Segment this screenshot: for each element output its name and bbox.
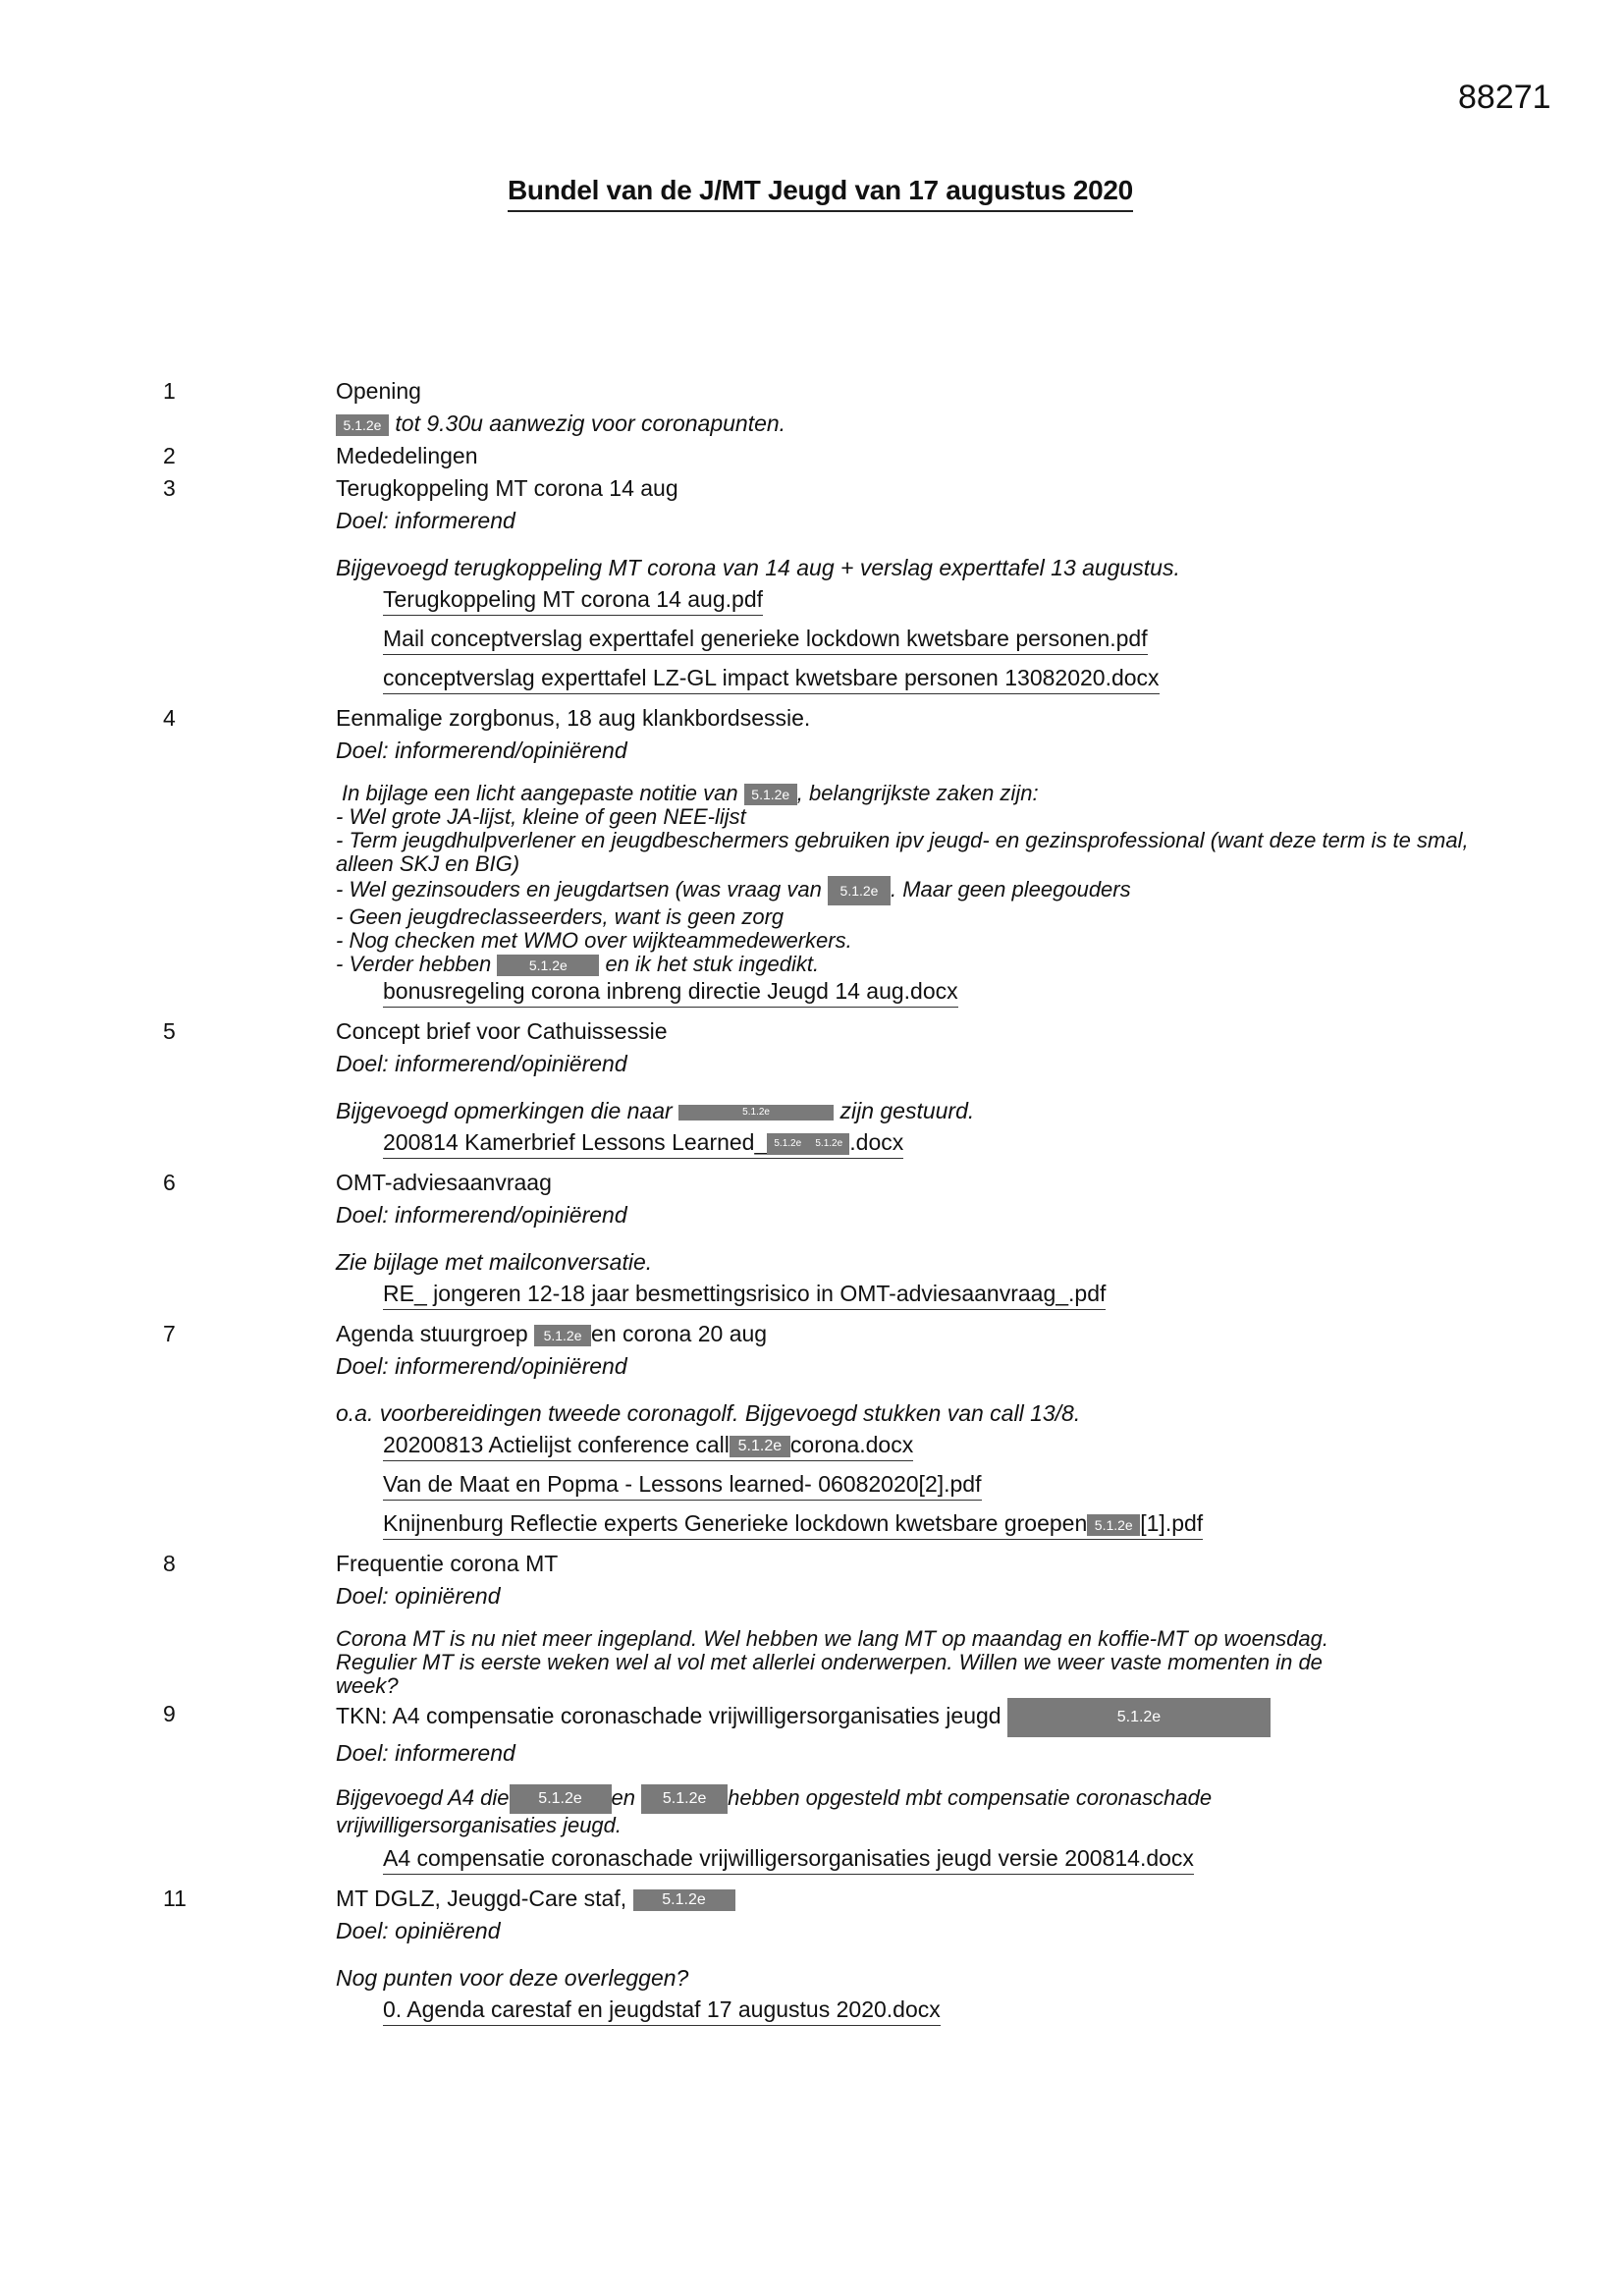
redaction-box: 5.1.2e (808, 1133, 849, 1155)
item-description: Corona MT is nu niet meer ingepland. Wel hebben we lang MT op maandag en koffie-MT op woensdag. Regulier MT is eerste weken wel al vol met allerlei onderwerpen. Willen we weer vaste momenten in de week? (336, 1626, 1328, 1699)
attachment-link[interactable]: bonusregeling corona inbreng directie Jeugd 14 aug.docx (383, 976, 958, 1008)
redaction-box: 5.1.2e (730, 1436, 790, 1457)
agenda-item-5 (0, 1015, 1624, 1167)
item-doel: Doel: informerend/opiniërend (336, 1051, 627, 1077)
item-doel: Doel: informerend/opiniërend (336, 738, 627, 763)
item-number: 5 (163, 1018, 176, 1045)
item-description: Bijgevoegd A4 die 5.1.2e en 5.1.2e hebben opgesteld mbt compensatie coronaschade vrijwilligersorganisaties jeugd. (336, 1785, 1213, 1838)
redaction-box: 5.1.2e (1087, 1514, 1140, 1536)
item-number: 9 (163, 1701, 176, 1727)
item-number: 3 (163, 475, 176, 501)
item-number: 2 (163, 443, 176, 468)
attachment-link[interactable]: A4 compensatie coronaschade vrijwilligersorganisaties jeugd versie 200814.docx (383, 1843, 1194, 1875)
redaction-box: 5.1.2e (641, 1784, 728, 1814)
agenda-list (0, 375, 1624, 2034)
item-description: Bijgevoegd terugkoppeling MT corona van 14 aug + verslag experttafel 13 augustus. (336, 555, 1180, 580)
redaction-box: 5.1.2e (1007, 1698, 1271, 1737)
redaction-box: 5.1.2e (633, 1889, 735, 1911)
attachment-link[interactable]: 0. Agenda carestaf en jeugdstaf 17 augustus 2020.docx (383, 1995, 941, 2026)
item-title: Eenmalige zorgbonus, 18 aug klankbordsessie. (336, 705, 811, 731)
attachment-link[interactable]: Van de Maat en Popma - Lessons learned- 06082020[2].pdf (383, 1469, 982, 1501)
attachment-link[interactable]: 200814 Kamerbrief Lessons Learned_ 5.1.2e 5.1.2e .docx (383, 1127, 903, 1159)
agenda-item-11 (0, 1883, 1624, 2034)
item-description: Zie bijlage met mailconversatie. (336, 1249, 653, 1276)
redaction-box: 5.1.2e (336, 414, 389, 436)
item-number: 11 (163, 1886, 187, 1912)
agenda-item-8 (0, 1548, 1624, 1698)
item-doel: Doel: informerend/opiniërend (336, 1202, 627, 1229)
agenda-item-6 (0, 1167, 1624, 1318)
item-number: 8 (163, 1551, 176, 1577)
redaction-box: 5.1.2e (767, 1133, 808, 1155)
attachment-link[interactable]: Terugkoppeling MT corona 14 aug.pdf (383, 584, 763, 616)
item-title: MT DGLZ, Jeuggd-Care staf, 5.1.2e (336, 1883, 1494, 1915)
item-title: Concept brief voor Cathuissessie (336, 1018, 668, 1045)
item-number: 1 (163, 378, 176, 404)
agenda-item-3 (0, 472, 1624, 702)
attachment-link[interactable]: RE_ jongeren 12-18 jaar besmettingsrisico in OMT-adviesaanvraag_.pdf (383, 1279, 1106, 1310)
item-description: In bijlage een licht aangepaste notitie van 5.1.2e , belangrijkste zaken zijn: - Wel grote JA-lijst, kleine of geen NEE-lijst - Term jeugdhulpverlener en jeugdbeschermers gebruiken ipv jeugd- en gezinsprofessional (want deze term is te smal, alleen SKJ en BIG) - Wel gezinsouders en jeugdartsen (was vraag van 5.1.2e . Maar geen pleegouders - Geen jeugdreclasseerders, want is geen zorg - Nog checken met WMO over wijkteammedewerkers. - Verder hebben 5.1.2e en ik het stuk ingedikt. (336, 781, 1469, 977)
attachment-link[interactable]: 20200813 Actielijst conference call 5.1.2e corona.docx (383, 1430, 913, 1461)
attachment-link[interactable]: conceptverslag experttafel LZ-GL impact kwetsbare personen 13082020.docx (383, 663, 1160, 694)
item-title: TKN: A4 compensatie coronaschade vrijwilligersorganisaties jeugd 5.1.2e (336, 1698, 1494, 1737)
item-number: 4 (163, 705, 176, 731)
redaction-box: 5.1.2e (510, 1784, 612, 1814)
item-number: 7 (163, 1321, 176, 1347)
attachment-link[interactable]: Knijnenburg Reflectie experts Generieke lockdown kwetsbare groepen 5.1.2e [1].pdf (383, 1508, 1203, 1540)
item-doel: Doel: informerend (336, 1740, 515, 1767)
agenda-item-2 (0, 440, 1624, 472)
item-description: o.a. voorbereidingen tweede coronagolf. Bijgevoegd stukken van call 13/8. (336, 1400, 1081, 1427)
item-title: Opening (336, 378, 421, 404)
item-description: Bijgevoegd opmerkingen die naar 5.1.2e zijn gestuurd. (336, 1098, 975, 1124)
item-description: Nog punten voor deze overleggen? (336, 1965, 689, 1992)
agenda-item-7 (0, 1318, 1624, 1548)
redaction-box: 5.1.2e (497, 955, 599, 976)
item-doel: Doel: opiniërend (336, 1583, 501, 1610)
redaction-box: 5.1.2e (678, 1105, 834, 1121)
item-title: Terugkoppeling MT corona 14 aug (336, 475, 678, 501)
item-title: Frequentie corona MT (336, 1551, 559, 1577)
agenda-item-1 (0, 375, 1624, 440)
agenda-item-9 (0, 1698, 1624, 1883)
document-number: 88271 (1458, 79, 1551, 116)
redaction-box: 5.1.2e (534, 1325, 591, 1346)
item-title: Agenda stuurgroep 5.1.2e en corona 20 aug (336, 1321, 768, 1347)
agenda-item-4 (0, 702, 1624, 1015)
item-doel: Doel: informerend (336, 508, 515, 533)
item-title: Mededelingen (336, 443, 478, 468)
document-title: Bundel van de J/MT Jeugd van 17 augustus 2020 (508, 175, 1133, 212)
redaction-box: 5.1.2e (828, 876, 891, 905)
item-doel: Doel: opiniërend (336, 1918, 501, 1944)
item-doel: Doel: informerend/opiniërend (336, 1353, 627, 1380)
redaction-box: 5.1.2e (744, 784, 797, 805)
attachment-link[interactable]: Mail conceptverslag experttafel generieke lockdown kwetsbare personen.pdf (383, 624, 1148, 655)
item-note: 5.1.2e tot 9.30u aanwezig voor coronapunten. (336, 408, 1494, 440)
item-number: 6 (163, 1170, 176, 1196)
item-title: OMT-adviesaanvraag (336, 1170, 552, 1196)
